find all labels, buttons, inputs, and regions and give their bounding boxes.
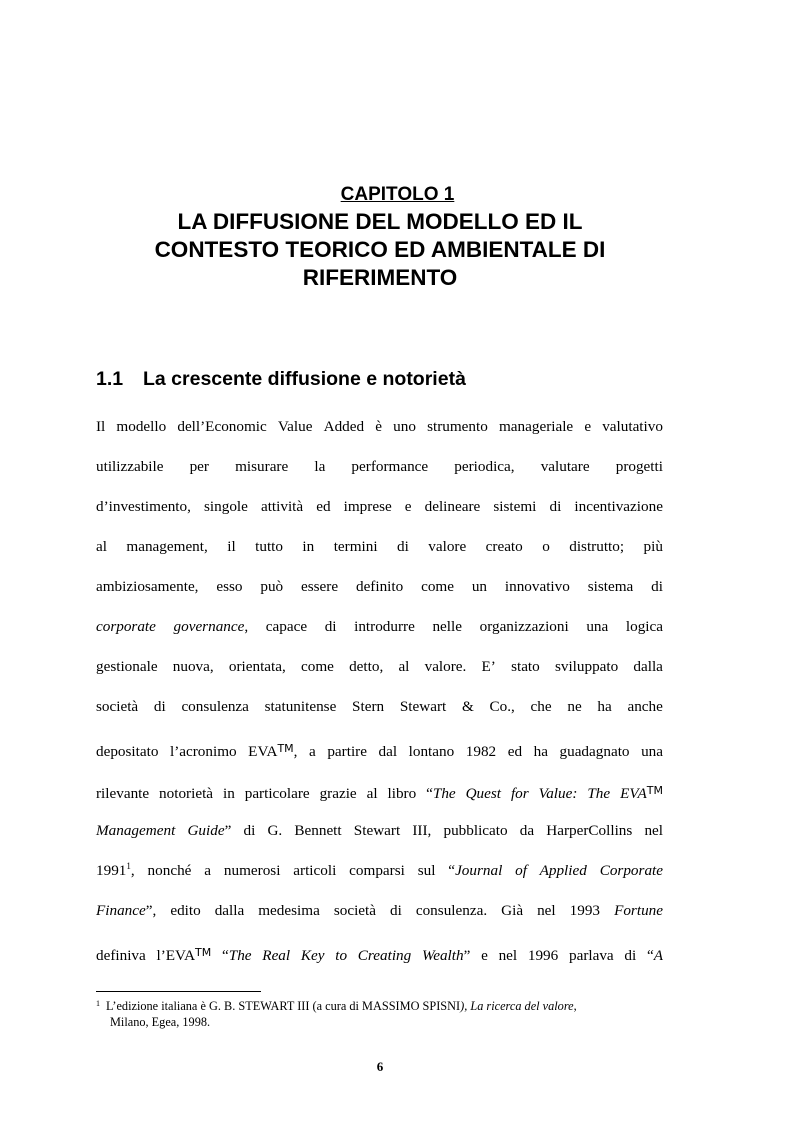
- word: tutto: [255, 538, 283, 555]
- word: definito: [355, 578, 404, 595]
- body-line: [96, 417, 663, 437]
- word: E’: [481, 658, 496, 675]
- trademark-mark: TM: [277, 742, 294, 755]
- quote-italic: A: [653, 947, 663, 964]
- body-line: [96, 697, 663, 717]
- italic-term: corporate governance: [96, 618, 245, 635]
- word: creato: [485, 538, 523, 555]
- quote-italic: The Real Key to Creating Wealth: [228, 947, 464, 964]
- magazine-title: Fortune: [614, 902, 663, 919]
- body-line: [96, 577, 663, 597]
- word: ambiziosamente,: [96, 578, 199, 595]
- word: strumento: [427, 418, 488, 435]
- word: la: [314, 458, 326, 475]
- word: innovativo: [504, 578, 570, 595]
- word: &: [461, 698, 474, 715]
- word: detto,: [349, 658, 384, 675]
- body-text-run: “: [211, 947, 229, 964]
- word: orientata,: [228, 658, 286, 675]
- word: sistemi: [493, 498, 537, 515]
- word: progetti: [615, 458, 663, 475]
- word: consulenza: [181, 698, 249, 715]
- word: attività: [260, 498, 304, 515]
- word: che: [530, 698, 552, 715]
- body-text-run: depositato l’acronimo EVA: [96, 743, 278, 760]
- word: periodica,: [454, 458, 515, 475]
- footnote-text: ,: [573, 999, 577, 1013]
- word: come: [421, 578, 454, 595]
- word: ed: [316, 498, 331, 515]
- word: management,: [126, 538, 208, 555]
- body-text-run: definiva l’EVA: [96, 947, 196, 964]
- footnote-divider: [96, 991, 261, 992]
- word: Stern: [352, 698, 385, 715]
- word: di: [153, 698, 166, 715]
- word: Stewart: [399, 698, 447, 715]
- word: di: [651, 578, 663, 595]
- word: e: [404, 498, 412, 515]
- body-text-run: rilevante notorietà in particolare grazie al libro “: [96, 785, 433, 802]
- journal-title: Finance: [96, 902, 146, 919]
- word: Value: [277, 418, 313, 435]
- word: più: [643, 538, 663, 555]
- word: Added: [323, 418, 365, 435]
- body-text-run: ” e nel 1996 parlava di “: [463, 947, 654, 964]
- body-line: [96, 943, 663, 963]
- word: per: [189, 458, 209, 475]
- word: esso: [216, 578, 243, 595]
- body-text-run: ” di G. Bennett Stewart III, pubblicato da HarperCollins nel: [224, 822, 664, 839]
- page-number: 6: [376, 1059, 384, 1074]
- word: termini: [333, 538, 378, 555]
- word: può: [260, 578, 284, 595]
- body-line: [96, 497, 663, 517]
- word: d’investimento,: [96, 498, 191, 515]
- chapter-title-line: LA DIFFUSIONE DEL MODELLO ED IL: [177, 209, 583, 234]
- word: essere: [301, 578, 339, 595]
- chapter-title-line: CONTESTO TEORICO ED AMBIENTALE DI: [154, 237, 606, 262]
- word: un: [471, 578, 488, 595]
- trademark-mark: TM: [646, 784, 663, 797]
- body-text-run: ”, edito dalla medesima società di consulenza. Già nel 1993: [145, 902, 601, 919]
- body-line: [96, 861, 663, 881]
- word: imprese: [343, 498, 392, 515]
- word: sistema: [587, 578, 634, 595]
- body-text-run: , a partire dal lontano 1982 ed ha guadagnato una: [293, 743, 664, 760]
- journal-title: Journal of Applied Corporate: [455, 862, 663, 879]
- body-line: [96, 739, 663, 759]
- word: di: [397, 538, 409, 555]
- word: e: [584, 418, 592, 435]
- body-line: [96, 457, 663, 477]
- word: di: [549, 498, 562, 515]
- word: o: [542, 538, 550, 555]
- book-title: Management Guide: [96, 822, 225, 839]
- chapter-title-line: RIFERIMENTO: [302, 265, 458, 290]
- footnote-number: 1: [96, 999, 100, 1008]
- word: uno: [393, 418, 416, 435]
- word: al: [398, 658, 410, 675]
- word: Co.,: [489, 698, 515, 715]
- word: performance: [351, 458, 429, 475]
- word: sviluppato: [554, 658, 619, 675]
- word: Il: [96, 418, 106, 435]
- word: gestionale: [96, 658, 158, 675]
- word: anche: [627, 698, 663, 715]
- word: valore: [428, 538, 467, 555]
- body-line: [96, 537, 663, 557]
- word: come: [301, 658, 334, 675]
- book-title: The Quest for Value: The EVA: [432, 785, 647, 802]
- word: dalla: [633, 658, 663, 675]
- body-text-run: , nonché a numerosi articoli comparsi sul “: [130, 862, 456, 879]
- word: dell’Economic: [177, 418, 267, 435]
- chapter-title: [110, 208, 650, 292]
- body-text-run: 1991: [96, 862, 127, 879]
- footnote-text: L’edizione italiana è G. B. STEWART III (a cura di MASSIMO SPISNI: [106, 999, 461, 1013]
- chapter-label: CAPITOLO 1: [340, 184, 455, 205]
- word: manageriale: [498, 418, 574, 435]
- body-line: [96, 901, 663, 921]
- word: singole: [204, 498, 248, 515]
- word: valutativo: [602, 418, 663, 435]
- word: società: [96, 698, 139, 715]
- word: misurare: [235, 458, 289, 475]
- footnote-line: [96, 996, 663, 1014]
- word: distrutto;: [569, 538, 625, 555]
- trademark-mark: TM: [195, 946, 212, 959]
- footnote-line: Milano, Egea, 1998.: [110, 1015, 211, 1029]
- word: ne: [567, 698, 582, 715]
- footnote-book-title: ), La ricerca del valore: [460, 999, 574, 1013]
- word: stato: [511, 658, 540, 675]
- body-line: [96, 821, 663, 841]
- word: delineare: [424, 498, 481, 515]
- word: valutare: [540, 458, 590, 475]
- section-title: La crescente diffusione e notorietà: [143, 368, 466, 390]
- word: è: [375, 418, 383, 435]
- word: utilizzabile: [96, 458, 164, 475]
- body-line: [96, 657, 663, 677]
- word: nuova,: [172, 658, 214, 675]
- word: in: [302, 538, 315, 555]
- word: al: [96, 538, 107, 555]
- body-text-run: , capace di introdurre nelle organizzazioni una logica: [244, 618, 663, 635]
- footnote: [96, 996, 663, 1030]
- word: valore.: [424, 658, 467, 675]
- section-number: 1.1: [96, 368, 124, 390]
- word: incentivazione: [574, 498, 663, 515]
- word: modello: [116, 418, 167, 435]
- body-line: [96, 617, 663, 637]
- footnote-reference[interactable]: 1: [126, 860, 131, 871]
- body-line: [96, 781, 663, 801]
- word: ha: [597, 698, 612, 715]
- word: il: [227, 538, 236, 555]
- word: statunitense: [264, 698, 337, 715]
- section-heading: [96, 368, 466, 391]
